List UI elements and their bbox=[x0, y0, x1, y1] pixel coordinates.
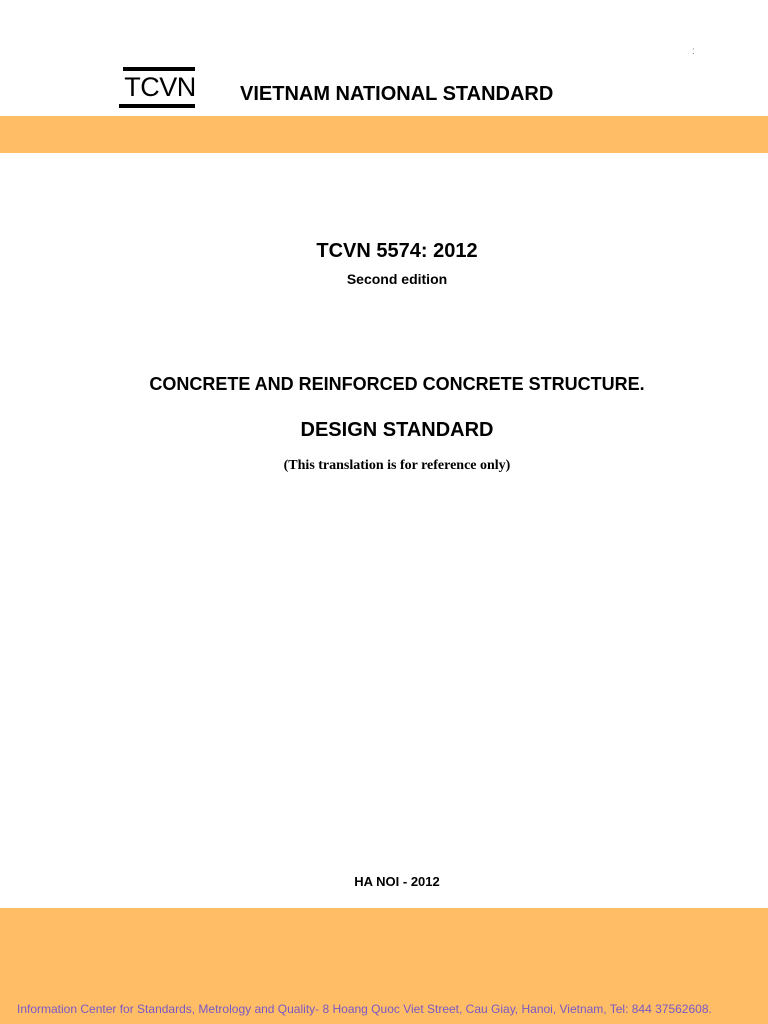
document-number: TCVN 5574: 2012 bbox=[316, 240, 478, 262]
document-title-line-2: DESIGN STANDARD bbox=[300, 419, 494, 441]
logo-text: TCVN bbox=[124, 72, 196, 102]
header-title: VIETNAM NATIONAL STANDARD bbox=[240, 83, 554, 105]
tcvn-logo bbox=[118, 64, 202, 110]
translation-note: (This translation is for reference only) bbox=[283, 458, 511, 473]
place-year: HA NOI - 2012 bbox=[354, 874, 440, 889]
logo-bottom-bar bbox=[119, 104, 195, 108]
document-title-line-1: CONCRETE AND REINFORCED CONCRETE STRUCTURE. bbox=[149, 374, 645, 394]
footer-text: Information Center for Standards, Metrology and Quality- 8 Hoang Quoc Viet Street, Cau Giay, Hanoi, Vietnam, Tel: 844 37562608. bbox=[17, 1002, 712, 1016]
page-mark: : bbox=[692, 46, 695, 57]
header-band bbox=[0, 116, 768, 153]
edition-label: Second edition bbox=[346, 271, 448, 287]
logo-top-bar bbox=[123, 67, 195, 71]
